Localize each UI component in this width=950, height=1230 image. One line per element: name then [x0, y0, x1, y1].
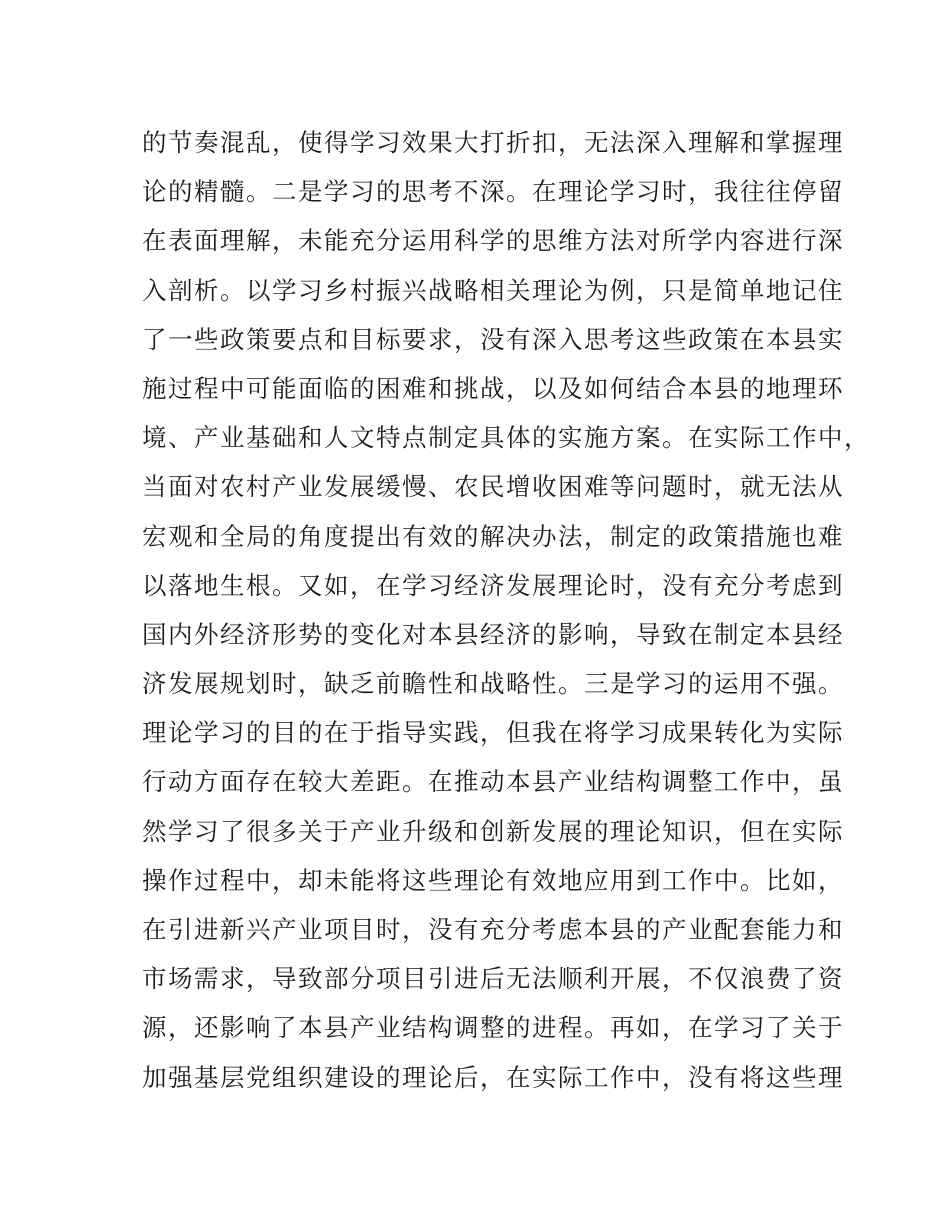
text-line: 以落地生根。又如，在学习经济发展理论时，没有充分考虑到 [142, 570, 844, 600]
text-line: 国内外经济形势的变化对本县经济的影响，导致在制定本县经 [142, 619, 844, 649]
text-line: 操作过程中，却未能将这些理论有效地应用到工作中。比如， [142, 865, 844, 895]
text-line: 的节奏混乱，使得学习效果大打折扣，无法深入理解和掌握理 [142, 128, 844, 157]
text-line: 理论学习的目的在于指导实践，但我在将学习成果转化为实际 [142, 718, 844, 748]
text-line: 境、产业基础和人文特点制定具体的实施方案。在实际工作中， [142, 423, 870, 453]
text-line: 源，还影响了本县产业结构调整的进程。再如，在学习了关于 [142, 1013, 844, 1043]
text-line: 论的精髓。二是学习的思考不深。在理论学习时，我往往停留 [142, 177, 844, 207]
text-line: 市场需求，导致部分项目引进后无法顺利开展，不仅浪费了资 [142, 964, 844, 994]
text-line: 行动方面存在较大差距。在推动本县产业结构调整工作中，虽 [142, 767, 844, 797]
text-line: 然学习了很多关于产业升级和创新发展的理论知识，但在实际 [142, 816, 844, 846]
text-line: 在表面理解，未能充分运用科学的思维方法对所学内容进行深 [142, 226, 844, 256]
text-line: 在引进新兴产业项目时，没有充分考虑本县的产业配套能力和 [142, 915, 844, 944]
text-line: 入剖析。以学习乡村振兴战略相关理论为例，只是简单地记住 [142, 275, 844, 305]
text-line: 加强基层党组织建设的理论后，在实际工作中，没有将这些理 [142, 1062, 844, 1092]
body-text [142, 118, 870, 1102]
text-line: 了一些政策要点和目标要求，没有深入思考这些政策在本县实 [142, 324, 844, 354]
text-line: 宏观和全局的角度提出有效的解决办法，制定的政策措施也难 [142, 521, 844, 551]
text-line: 济发展规划时，缺乏前瞻性和战略性。三是学习的运用不强。 [142, 669, 844, 699]
text-line: 当面对农村产业发展缓慢、农民增收困难等问题时，就无法从 [142, 472, 844, 502]
text-line: 施过程中可能面临的困难和挑战，以及如何结合本县的地理环 [142, 373, 844, 403]
